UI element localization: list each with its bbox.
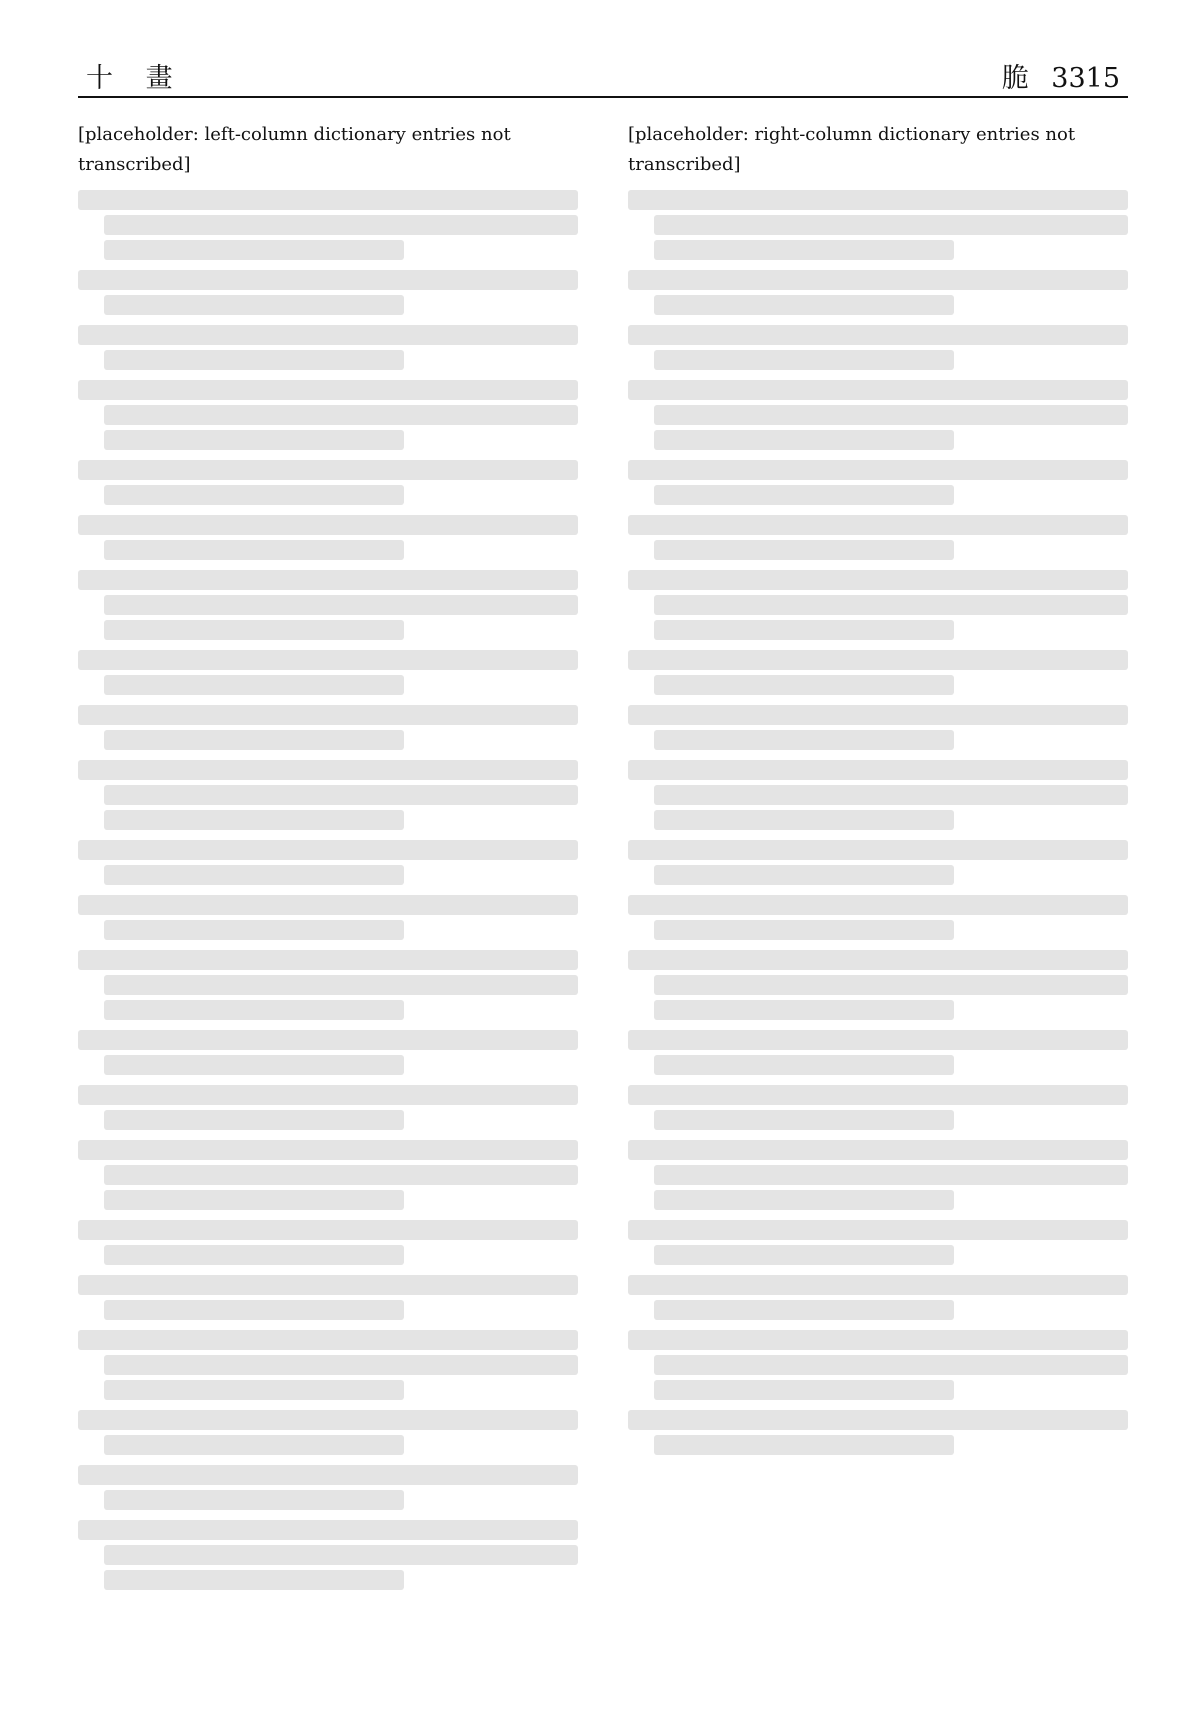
entry-line-placeholder (654, 785, 1128, 805)
dictionary-entry-placeholder (628, 190, 1128, 260)
right-entry-lines (628, 190, 1128, 1455)
dictionary-entry-placeholder (78, 760, 578, 830)
running-headword: 脆 (1001, 63, 1029, 94)
dictionary-entry-placeholder (628, 325, 1128, 370)
entry-line-placeholder (654, 1000, 954, 1020)
column-placeholder-note: [placeholder: left-column dictionary entries not transcribed] (78, 124, 511, 175)
dictionary-entry-placeholder (78, 1330, 578, 1400)
dictionary-entry-placeholder (628, 840, 1128, 885)
entry-line-placeholder (628, 1140, 1128, 1160)
entry-line-placeholder (78, 1520, 578, 1540)
page-number: 3315 (1051, 63, 1120, 94)
entry-line-placeholder (78, 1030, 578, 1050)
dictionary-entry-placeholder (628, 1085, 1128, 1130)
entry-line-placeholder (628, 270, 1128, 290)
dictionary-entry-placeholder (78, 515, 578, 560)
entry-line-placeholder (628, 1330, 1128, 1350)
entry-line-placeholder (654, 730, 954, 750)
entry-line-placeholder (104, 865, 404, 885)
entry-line-placeholder (654, 810, 954, 830)
entry-line-placeholder (654, 405, 1128, 425)
entry-line-placeholder (78, 1220, 578, 1240)
entry-line-placeholder (104, 240, 404, 260)
dictionary-entry-placeholder (628, 380, 1128, 450)
entry-line-placeholder (654, 1055, 954, 1075)
entry-line-placeholder (628, 190, 1128, 210)
entry-line-placeholder (104, 1190, 404, 1210)
dictionary-entry-placeholder (628, 460, 1128, 505)
entry-line-placeholder (628, 760, 1128, 780)
page-header (78, 56, 1128, 106)
entry-line-placeholder (654, 675, 954, 695)
entry-line-placeholder (78, 705, 578, 725)
entry-line-placeholder (628, 515, 1128, 535)
entry-line-placeholder (628, 1085, 1128, 1105)
entry-line-placeholder (654, 1110, 954, 1130)
entry-line-placeholder (104, 920, 404, 940)
dictionary-entry-placeholder (628, 1330, 1128, 1400)
entry-line-placeholder (104, 620, 404, 640)
entry-line-placeholder (104, 485, 404, 505)
dictionary-entry-placeholder (78, 650, 578, 695)
entry-line-placeholder (78, 515, 578, 535)
header-rule (78, 96, 1128, 98)
entry-line-placeholder (628, 460, 1128, 480)
entry-line-placeholder (628, 325, 1128, 345)
entry-line-placeholder (654, 1300, 954, 1320)
dictionary-entry-placeholder (78, 190, 578, 260)
entry-line-placeholder (78, 570, 578, 590)
entry-line-placeholder (628, 380, 1128, 400)
entry-line-placeholder (104, 1380, 404, 1400)
dictionary-entry-placeholder (78, 895, 578, 940)
entry-line-placeholder (104, 405, 578, 425)
dictionary-entry-placeholder (628, 1275, 1128, 1320)
entry-line-placeholder (104, 295, 404, 315)
dictionary-entry-placeholder (78, 1465, 578, 1510)
entry-line-placeholder (654, 920, 954, 940)
entry-line-placeholder (104, 1355, 578, 1375)
dictionary-entry-placeholder (628, 950, 1128, 1020)
entry-line-placeholder (78, 380, 578, 400)
dictionary-entry-placeholder (628, 1140, 1128, 1210)
entry-line-placeholder (654, 1245, 954, 1265)
entry-line-placeholder (654, 1165, 1128, 1185)
entry-line-placeholder (78, 895, 578, 915)
dictionary-entry-placeholder (78, 1275, 578, 1320)
left-column (78, 120, 578, 1680)
entry-line-placeholder (628, 1030, 1128, 1050)
entry-line-placeholder (104, 1300, 404, 1320)
entry-line-placeholder (654, 540, 954, 560)
entry-line-placeholder (78, 950, 578, 970)
dictionary-entry-placeholder (78, 1030, 578, 1075)
dictionary-entry-placeholder (78, 1520, 578, 1590)
section-heading: 十 畫 (86, 63, 185, 94)
dictionary-entry-placeholder (78, 460, 578, 505)
entry-line-placeholder (628, 705, 1128, 725)
entry-line-placeholder (628, 895, 1128, 915)
entry-line-placeholder (654, 240, 954, 260)
entry-line-placeholder (78, 1330, 578, 1350)
entry-line-placeholder (104, 1165, 578, 1185)
entry-line-placeholder (104, 1245, 404, 1265)
dictionary-entry-placeholder (628, 895, 1128, 940)
entry-line-placeholder (654, 485, 954, 505)
entry-line-placeholder (104, 540, 404, 560)
dictionary-entry-placeholder (628, 760, 1128, 830)
entry-line-placeholder (78, 760, 578, 780)
entry-line-placeholder (628, 570, 1128, 590)
entry-line-placeholder (78, 270, 578, 290)
entry-line-placeholder (654, 430, 954, 450)
entry-line-placeholder (104, 730, 404, 750)
entry-line-placeholder (104, 1000, 404, 1020)
entry-line-placeholder (104, 810, 404, 830)
entry-line-placeholder (654, 1380, 954, 1400)
entry-line-placeholder (78, 1465, 578, 1485)
dictionary-entry-placeholder (78, 840, 578, 885)
entry-line-placeholder (104, 975, 578, 995)
right-column (628, 120, 1128, 1680)
entry-line-placeholder (654, 1355, 1128, 1375)
entry-line-placeholder (104, 1570, 404, 1590)
entry-line-placeholder (104, 595, 578, 615)
entry-line-placeholder (654, 975, 1128, 995)
dictionary-entry-placeholder (628, 1030, 1128, 1075)
entry-line-placeholder (104, 430, 404, 450)
entry-line-placeholder (104, 1490, 404, 1510)
entry-line-placeholder (654, 595, 1128, 615)
dictionary-entry-placeholder (78, 1085, 578, 1130)
dictionary-entry-placeholder (78, 325, 578, 370)
entry-line-placeholder (654, 350, 954, 370)
dictionary-entry-placeholder (628, 1410, 1128, 1455)
column-placeholder-note: [placeholder: right-column dictionary entries not transcribed] (628, 124, 1076, 175)
entry-line-placeholder (104, 1545, 578, 1565)
entry-line-placeholder (654, 865, 954, 885)
entry-line-placeholder (628, 840, 1128, 860)
entry-line-placeholder (104, 215, 578, 235)
entry-line-placeholder (654, 620, 954, 640)
dictionary-entry-placeholder (628, 515, 1128, 560)
dictionary-entry-placeholder (628, 650, 1128, 695)
entry-line-placeholder (628, 1220, 1128, 1240)
left-entry-lines (78, 190, 578, 1590)
dictionary-entry-placeholder (78, 1220, 578, 1265)
dictionary-entry-placeholder (78, 705, 578, 750)
entry-line-placeholder (78, 1140, 578, 1160)
dictionary-entry-placeholder (78, 570, 578, 640)
entry-line-placeholder (78, 1410, 578, 1430)
entry-line-placeholder (78, 190, 578, 210)
entry-line-placeholder (628, 650, 1128, 670)
entry-line-placeholder (104, 1110, 404, 1130)
dictionary-entry-placeholder (78, 950, 578, 1020)
entry-line-placeholder (628, 950, 1128, 970)
dictionary-entry-placeholder (78, 1140, 578, 1210)
entry-line-placeholder (104, 350, 404, 370)
entry-line-placeholder (628, 1410, 1128, 1430)
dictionary-entry-placeholder (628, 1220, 1128, 1265)
dictionary-entry-placeholder (628, 570, 1128, 640)
dictionary-entry-placeholder (628, 270, 1128, 315)
running-head (988, 56, 1120, 95)
entry-line-placeholder (654, 295, 954, 315)
entry-line-placeholder (628, 1275, 1128, 1295)
dictionary-entry-placeholder (78, 270, 578, 315)
entry-line-placeholder (78, 325, 578, 345)
entry-line-placeholder (104, 1055, 404, 1075)
entry-line-placeholder (654, 1435, 954, 1455)
entry-line-placeholder (104, 675, 404, 695)
entry-line-placeholder (78, 840, 578, 860)
entry-line-placeholder (78, 460, 578, 480)
entry-line-placeholder (654, 215, 1128, 235)
entry-line-placeholder (654, 1190, 954, 1210)
entry-line-placeholder (78, 1085, 578, 1105)
dictionary-entry-placeholder (628, 705, 1128, 750)
entry-line-placeholder (78, 1275, 578, 1295)
entry-line-placeholder (104, 1435, 404, 1455)
dictionary-entry-placeholder (78, 1410, 578, 1455)
dictionary-entry-placeholder (78, 380, 578, 450)
entry-line-placeholder (104, 785, 578, 805)
entry-line-placeholder (78, 650, 578, 670)
